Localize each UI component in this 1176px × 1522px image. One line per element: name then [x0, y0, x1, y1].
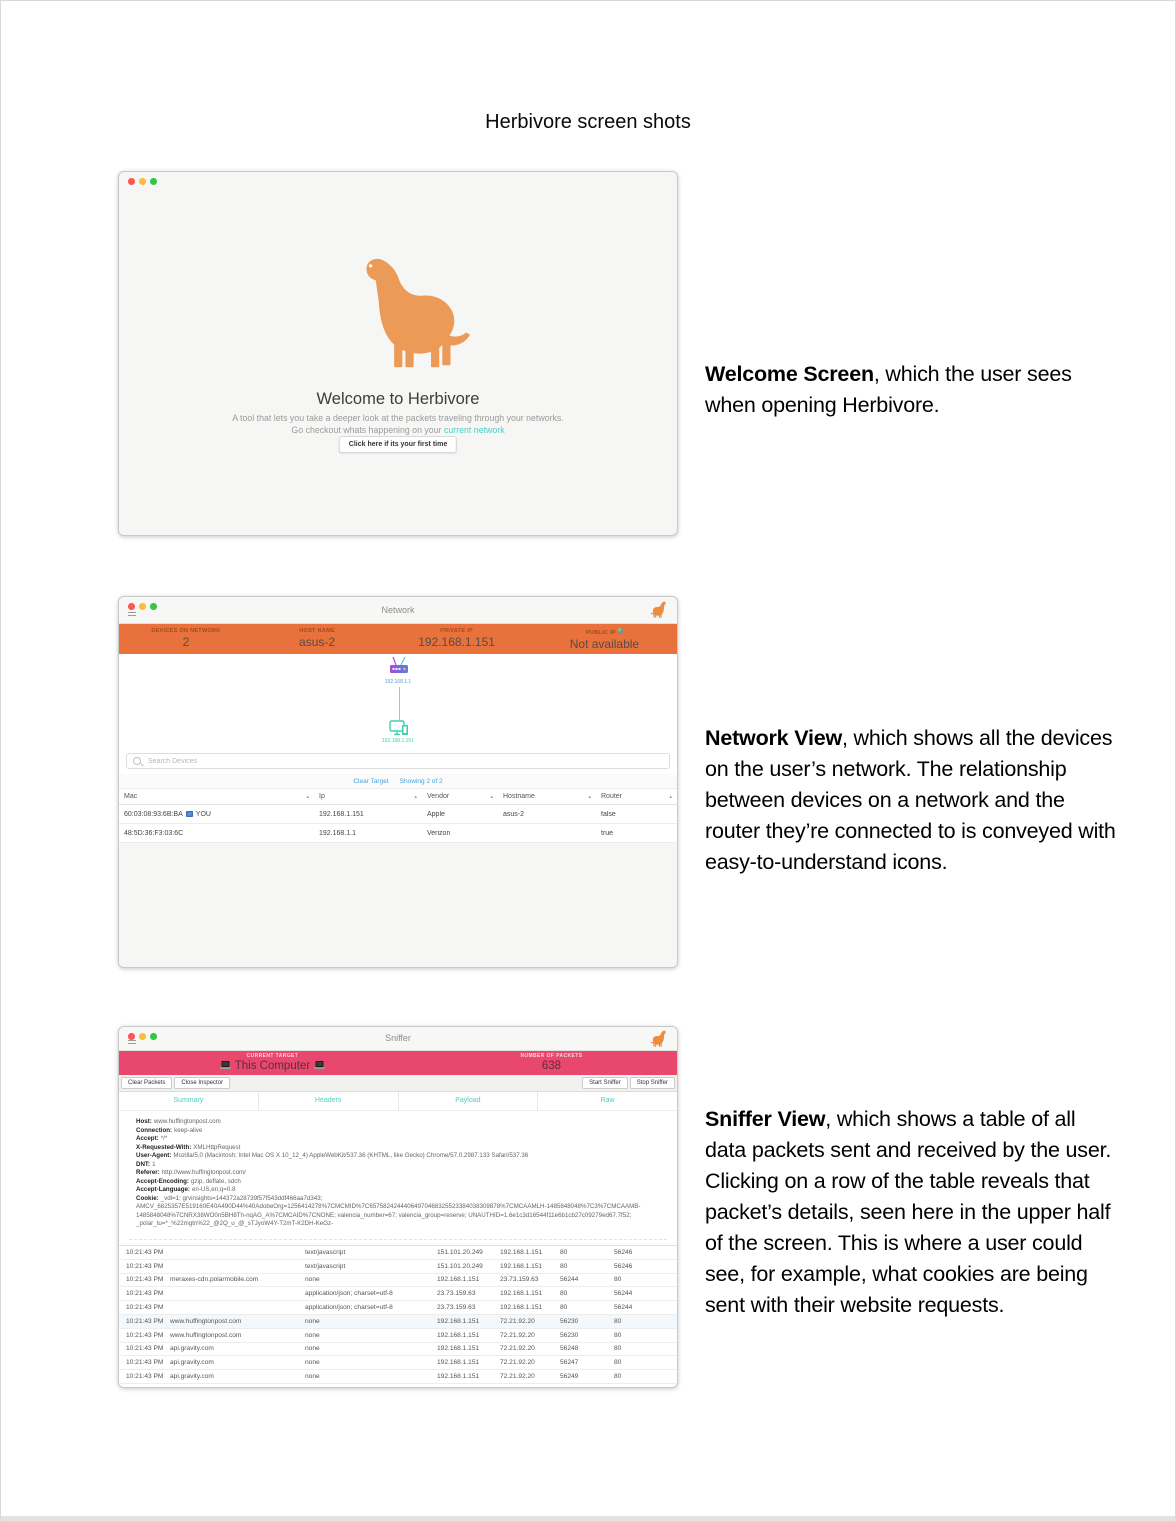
- computer-icon: [186, 811, 193, 817]
- caption-text: , which shows all the devices on the user’s network. The relationship between devices on a network and the router they’re connected to is conveyed with easy-to-understand icons.: [705, 725, 1116, 874]
- stat-label: HOST NAME: [299, 627, 335, 634]
- close-window-button[interactable]: [128, 603, 135, 610]
- dinosaur-icon: [649, 1030, 670, 1047]
- search-area: [119, 748, 677, 774]
- network-titlebar: [119, 597, 677, 624]
- minimize-window-button[interactable]: [139, 603, 146, 610]
- tab-raw[interactable]: Raw: [600, 1097, 615, 1104]
- cell-sport: 56244: [560, 1276, 579, 1284]
- search-box[interactable]: [126, 753, 670, 769]
- caption-text: , which shows a table of all data packets sent and received by the user. Clicking on a row of the table reveals that packet’s details, seen here in the upper half of the screen. This is where a user could see, for example, what cookies are being sent with their website requests.: [705, 1106, 1112, 1317]
- stat-label: PRIVATE IP: [440, 627, 473, 634]
- cell-router: false: [601, 810, 616, 818]
- table-row[interactable]: [119, 1301, 677, 1315]
- network-link-line: [399, 687, 400, 720]
- cell-host: api.gravity.com: [170, 1345, 214, 1353]
- cell-sport: 56230: [560, 1331, 579, 1339]
- column-header-router[interactable]: Router ▴: [601, 793, 672, 800]
- cell-value: Mozilla/5.0 (Macintosh; Intel Mac OS X 10_12_4) AppleWebKit/537.36 (KHTML, like Gecko) Chrome/57.0.2987.133 Safari/537.36: [173, 1152, 529, 1159]
- device-table-header: [119, 788, 677, 805]
- cell-src: 151.101.20.249: [437, 1262, 483, 1270]
- caption-bold: Sniffer View: [705, 1106, 826, 1131]
- cell-sport: 56230: [560, 1317, 579, 1325]
- cell-dport: 80: [614, 1331, 622, 1339]
- close-window-button[interactable]: [128, 178, 135, 185]
- cell-sport: 56247: [560, 1359, 579, 1367]
- cell-dport: 80: [614, 1276, 622, 1284]
- cell-sport: 56249: [560, 1373, 579, 1381]
- column-header-vendor[interactable]: Vendor ▴: [427, 793, 493, 800]
- network-stats-bar: [119, 624, 677, 654]
- stat-value: 2: [182, 635, 190, 649]
- table-row[interactable]: [136, 1161, 665, 1170]
- cell-vendor: Apple: [427, 810, 445, 818]
- traffic-lights: [128, 603, 157, 610]
- stat-value: Not available: [569, 637, 640, 651]
- page-title: Herbivore screen shots: [485, 111, 691, 133]
- cell-key: User-Agent:: [136, 1152, 172, 1159]
- start-sniffer-button[interactable]: Start Sniffer: [582, 1077, 628, 1089]
- table-row[interactable]: [136, 1144, 665, 1153]
- cell-mac: 48:5D:36:F3:03:6C: [124, 829, 184, 837]
- cell-dport: 80: [614, 1345, 622, 1353]
- table-row[interactable]: [136, 1178, 665, 1187]
- cell-ip: 192.168.1.151: [319, 810, 364, 818]
- showing-count-label: Showing 2 of 2: [399, 777, 443, 785]
- cell-value: */*: [160, 1135, 168, 1142]
- cell-vendor: Verizon: [427, 829, 451, 837]
- cell-host: www.huffingtonpost.com: [170, 1331, 242, 1339]
- cell-sport: 80: [560, 1304, 568, 1312]
- cell-value: _vdl=1; grvinsights=144372a28739f57f543ddf466aa7d343; AMCV_6825357E519160E40A490D44%40AdobeOrg=1256414278%7CMCMID%7C65758242444064970468325523384038309878%7CMCAAMLH-1485848048%7C3%7CMCAAMB-1485848048%7CNRX38WO0n5BH8Th-nqAG_A%7CMCAID%7CNONE; valencia_number=67; valencia_group=reserve; UNAUTHID=1.6e1c3d16544f11e6b1cb27c09279ed67.7f52; _polar_tu=*_%22mgtn%22_@2Q_u_@_sTJyoW4Y-T2mT-K2DH-KeGz-: [136, 1194, 641, 1227]
- cell-dst: 192.168.1.151: [500, 1248, 543, 1256]
- cell-dst: 72.21.92.20: [500, 1359, 535, 1367]
- cell-sport: 80: [560, 1262, 568, 1270]
- menu-icon[interactable]: [128, 612, 136, 618]
- cell-value: XMLHttpRequest: [193, 1143, 241, 1151]
- column-header-ip[interactable]: Ip ▴: [319, 793, 417, 800]
- cell-time: 10:21:43 PM: [126, 1290, 164, 1298]
- cell-host: meraxes-cdn.polarmobile.com: [170, 1276, 259, 1284]
- cell-dport: 80: [614, 1373, 622, 1381]
- zoom-window-button[interactable]: [150, 1033, 157, 1040]
- cell-sport: 56248: [560, 1345, 579, 1353]
- sniffer-titlebar: [119, 1027, 677, 1051]
- table-subbar: [119, 774, 677, 788]
- cell-time: 10:21:43 PM: [126, 1345, 164, 1353]
- you-badge: YOU: [195, 810, 211, 818]
- search-icon: [133, 757, 141, 765]
- table-row[interactable]: [119, 1287, 677, 1301]
- cell-hostname: asus-2: [503, 810, 525, 818]
- cell-key: DNT:: [136, 1160, 151, 1168]
- laptop-icon: [314, 1061, 325, 1070]
- cell-type: none: [305, 1359, 320, 1367]
- cell-type: none: [305, 1331, 320, 1339]
- tab-headers[interactable]: Headers: [259, 1092, 399, 1110]
- cell-dst: 72.21.92.20: [500, 1345, 535, 1353]
- sort-arrow-icon[interactable]: ▴: [490, 793, 493, 800]
- cell-time: 10:21:43 PM: [126, 1262, 164, 1270]
- router-icon[interactable]: [388, 656, 410, 676]
- cell-value: keep-alive: [174, 1126, 203, 1134]
- cell-dst: 72.21.92.20: [500, 1317, 535, 1325]
- cell-src: 192.168.1.151: [437, 1331, 480, 1339]
- sniffer-stats-bar: [119, 1051, 677, 1075]
- cell-host: api.gravity.com: [170, 1359, 214, 1367]
- clear-target-button[interactable]: Clear Target: [353, 777, 389, 785]
- close-window-button[interactable]: [128, 1033, 135, 1040]
- cell-value: gzip, deflate, sdch: [190, 1177, 241, 1185]
- caption-bold: Welcome Screen: [705, 361, 874, 386]
- cell-key: Host:: [136, 1118, 152, 1125]
- cell-type: none: [305, 1317, 320, 1325]
- table-row[interactable]: [119, 1260, 677, 1274]
- cell-time: 10:21:43 PM: [126, 1317, 164, 1325]
- cell-key: Accept-Encoding:: [136, 1177, 189, 1185]
- table-row[interactable]: [119, 1356, 677, 1370]
- traffic-lights: [128, 1033, 157, 1040]
- globe-icon: [618, 628, 623, 633]
- cell-dport: 56246: [614, 1248, 633, 1256]
- cell-value: www.huffingtonpost.com: [153, 1118, 221, 1125]
- close-inspector-button[interactable]: Close Inspector: [174, 1077, 230, 1089]
- cell-dport: 56244: [614, 1304, 633, 1312]
- cell-src: 151.101.20.249: [437, 1248, 483, 1256]
- zoom-window-button[interactable]: [150, 178, 157, 185]
- cell-key: Cookie:: [136, 1194, 159, 1202]
- column-header-mac[interactable]: Mac ▴: [124, 793, 309, 800]
- cell-dport: 80: [614, 1359, 622, 1367]
- network-window: [118, 596, 678, 968]
- welcome-description-line1: A tool that lets you take a deeper look at the packets traveling through your networks.: [232, 413, 564, 423]
- window-title: Sniffer: [385, 1033, 411, 1043]
- cell-key: Accept-Language:: [136, 1186, 190, 1193]
- table-row[interactable]: [136, 1186, 665, 1195]
- router-ip-label: 192.168.1.1: [384, 679, 412, 685]
- clear-packets-button[interactable]: Clear Packets: [121, 1077, 172, 1089]
- cell-dst: 192.168.1.151: [500, 1290, 543, 1298]
- cell-host: api.gravity.com: [170, 1373, 214, 1381]
- tab-summary[interactable]: Summary: [119, 1092, 259, 1110]
- stat-label: PUBLIC IP: [532, 628, 677, 636]
- current-network-link[interactable]: current network: [443, 425, 505, 435]
- cell-key: Referer:: [136, 1169, 160, 1176]
- table-row[interactable]: [136, 1195, 665, 1229]
- cell-src: 192.168.1.151: [437, 1373, 480, 1381]
- current-target-label: CURRENT TARGET: [246, 1053, 299, 1059]
- tab-payload[interactable]: Payload: [399, 1092, 539, 1110]
- column-header-hostname[interactable]: Hostname ▴: [503, 793, 591, 800]
- sort-arrow-icon[interactable]: ▴: [306, 793, 309, 800]
- table-row[interactable]: [136, 1118, 665, 1127]
- packet-count-value: 638: [541, 1059, 562, 1072]
- cell-type: application/json; charset=utf-8: [305, 1290, 393, 1298]
- current-target-value: [119, 1060, 426, 1072]
- cell-mac: 60:03:08:93:6B:BA YOU: [124, 810, 211, 818]
- network-topology-canvas: [119, 654, 677, 748]
- welcome-description-line2: Go checkout whats happening on your: [291, 425, 444, 435]
- table-row[interactable]: [136, 1135, 665, 1144]
- welcome-description: [119, 412, 677, 436]
- table-row[interactable]: [119, 1329, 677, 1343]
- table-row[interactable]: [136, 1127, 665, 1136]
- herbivore-dinosaur-logo: [345, 252, 473, 372]
- search-devices-input[interactable]: [146, 757, 663, 766]
- table-row[interactable]: [119, 1246, 677, 1260]
- cell-time: 10:21:43 PM: [126, 1373, 164, 1381]
- packet-count-label: NUMBER OF PACKETS: [520, 1053, 583, 1059]
- sort-arrow-icon[interactable]: ▴: [669, 793, 672, 800]
- cell-key: Connection:: [136, 1126, 173, 1134]
- table-row[interactable]: [119, 1370, 677, 1384]
- cell-time: 10:21:43 PM: [126, 1359, 164, 1367]
- empty-area: [119, 843, 677, 967]
- window-title: Network: [381, 605, 415, 615]
- device-row-you[interactable]: [119, 805, 677, 824]
- sort-arrow-icon[interactable]: ▴: [588, 793, 591, 800]
- cell-value: en-US,en;q=0.8: [191, 1186, 236, 1193]
- cell-dst: 192.168.1.151: [500, 1262, 543, 1270]
- sniffer-toolbar: [119, 1075, 677, 1092]
- cell-src: 192.168.1.151: [437, 1359, 480, 1367]
- device-row-router[interactable]: [119, 824, 677, 843]
- welcome-caption: [705, 359, 1119, 421]
- cell-router: true: [601, 829, 614, 837]
- welcome-body: [119, 198, 677, 535]
- dinosaur-icon: [649, 601, 670, 618]
- minimize-window-button[interactable]: [139, 1033, 146, 1040]
- cell-dst: 72.21.92.20: [500, 1331, 535, 1339]
- stat-value: 192.168.1.151: [418, 635, 495, 649]
- table-row[interactable]: [136, 1152, 665, 1161]
- laptop-icon: [220, 1061, 231, 1070]
- stat-private-ip: [381, 624, 532, 654]
- cell-type: none: [305, 1345, 320, 1353]
- table-row[interactable]: [119, 1343, 677, 1357]
- table-row[interactable]: [119, 1315, 677, 1329]
- cell-time: 10:21:43 PM: [126, 1331, 164, 1339]
- stop-sniffer-button[interactable]: Stop Sniffer: [630, 1077, 675, 1089]
- computer-devices-icon[interactable]: [389, 720, 409, 737]
- cell-type: text/javascript: [305, 1262, 346, 1270]
- cell-dport: 56244: [614, 1290, 633, 1298]
- stat-value: asus-2: [299, 635, 336, 649]
- page-bottom-strip: [1, 1516, 1175, 1521]
- table-row[interactable]: [136, 1169, 665, 1178]
- cell-host: www.huffingtonpost.com: [170, 1317, 242, 1325]
- stat-public-ip: [532, 624, 677, 654]
- current-target-text: This Computer: [234, 1059, 311, 1072]
- cell-dst: 23.73.159.63: [500, 1276, 539, 1284]
- cell-src: 192.168.1.151: [437, 1345, 480, 1353]
- caption-bold: Network View: [705, 725, 843, 750]
- packet-details-panel: [119, 1111, 677, 1233]
- computer-ip-label: 192.168.1.151: [382, 738, 414, 744]
- cell-value: http://www.huffingtonpost.com/: [161, 1169, 246, 1176]
- sniffer-caption: [705, 1104, 1119, 1321]
- welcome-heading: Welcome to Herbivore: [316, 390, 480, 408]
- sort-arrow-icon[interactable]: ▴: [414, 793, 417, 800]
- table-row[interactable]: [119, 1274, 677, 1288]
- cell-type: none: [305, 1373, 320, 1381]
- cell-time: 10:21:43 PM: [126, 1304, 164, 1312]
- current-target-stat: [119, 1051, 426, 1075]
- welcome-window: [118, 171, 678, 536]
- cell-key: X-Requested-With:: [136, 1143, 192, 1151]
- traffic-lights: [128, 178, 157, 185]
- cell-time: 10:21:43 PM: [126, 1276, 164, 1284]
- cell-time: 10:21:43 PM: [126, 1248, 164, 1256]
- cell-type: application/json; charset=utf-8: [305, 1304, 393, 1312]
- menu-icon[interactable]: [128, 1040, 136, 1046]
- cell-src: 192.168.1.151: [437, 1276, 480, 1284]
- cell-type: none: [305, 1276, 320, 1284]
- cell-ip: 192.168.1.1: [319, 829, 356, 837]
- caption-text: , which the user sees when opening Herbivore.: [705, 361, 1072, 417]
- cell-key: Accept:: [136, 1135, 159, 1142]
- welcome-titlebar: [119, 172, 677, 198]
- cell-sport: 80: [560, 1290, 568, 1298]
- stat-devices: [119, 624, 253, 654]
- sniffer-window: [118, 1026, 678, 1388]
- scroll-divider[interactable]: [119, 1233, 677, 1246]
- first-time-button[interactable]: Click here if its your first time: [339, 436, 457, 453]
- cell-value: 1: [152, 1160, 156, 1168]
- zoom-window-button[interactable]: [150, 603, 157, 610]
- cell-src: 23.73.159.63: [437, 1290, 476, 1298]
- cell-type: text/javascript: [305, 1248, 346, 1256]
- network-caption: [705, 723, 1119, 878]
- cell-src: 192.168.1.151: [437, 1317, 480, 1325]
- cell-sport: 80: [560, 1248, 568, 1256]
- cell-dst: 192.168.1.151: [500, 1304, 543, 1312]
- minimize-window-button[interactable]: [139, 178, 146, 185]
- packet-count-stat: [426, 1051, 677, 1075]
- stat-label: DEVICES ON NETWORK: [151, 627, 221, 634]
- stat-hostname: [253, 624, 381, 654]
- inspector-tabs: [119, 1092, 677, 1111]
- cell-dport: 56246: [614, 1262, 633, 1270]
- cell-src: 23.73.159.63: [437, 1304, 476, 1312]
- packet-table: [119, 1246, 677, 1387]
- cell-dst: 72.21.92.20: [500, 1373, 535, 1381]
- cell-dport: 80: [614, 1317, 622, 1325]
